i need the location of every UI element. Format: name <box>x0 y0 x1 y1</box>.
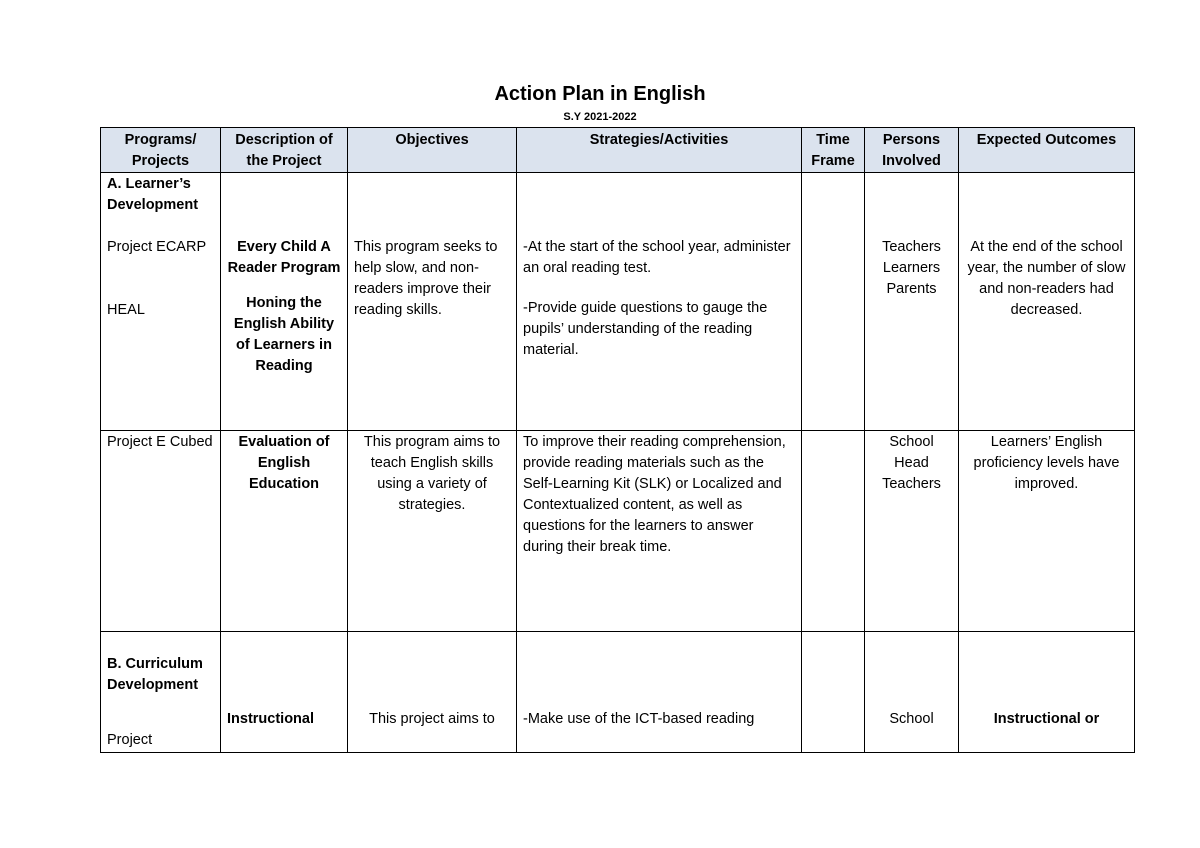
time-frame-cell <box>802 173 865 431</box>
program-name: Project ECARP <box>107 239 207 255</box>
programs-cell <box>101 632 221 753</box>
header-objectives: Objectives <box>348 128 517 173</box>
time-frame-cell <box>802 632 865 753</box>
description-cell: Evaluation of English Education <box>221 431 348 632</box>
objectives-text: This project aims to <box>369 711 495 727</box>
objectives-cell <box>348 632 517 753</box>
table-row <box>101 431 1135 632</box>
outcome-text: Instructional or <box>993 711 1100 727</box>
table-row <box>101 173 1135 431</box>
action-plan-table <box>100 127 1135 753</box>
description-text: Instructional <box>227 711 315 727</box>
outcomes-cell: Learners’ English proficiency levels have improved. <box>959 431 1135 632</box>
table-header-row <box>101 128 1135 173</box>
person-item: Teachers <box>882 476 941 492</box>
strategy-text: -At the start of the school year, administer an oral reading test. <box>523 239 791 276</box>
persons-cell <box>865 431 959 632</box>
description-cell <box>221 173 348 431</box>
header-programs: Programs/ Projects <box>101 128 221 173</box>
header-strategies: Strategies/Activities <box>517 128 802 173</box>
program-name: HEAL <box>107 302 145 318</box>
person-item: Parents <box>886 281 937 297</box>
person-item: Learners <box>882 260 941 276</box>
programs-cell: Project E Cubed <box>101 431 221 632</box>
person-item: Head <box>894 455 929 471</box>
strategies-cell <box>517 632 802 753</box>
page-subtitle: S.Y 2021-2022 <box>563 111 637 123</box>
page-title: Action Plan in English <box>494 83 706 105</box>
person-item: Teachers <box>882 239 941 255</box>
description-text: Honing the English Ability of Learners in Reading <box>233 295 335 374</box>
persons-cell <box>865 173 959 431</box>
description-cell <box>221 632 348 753</box>
strategies-cell: To improve their reading comprehension, provide reading materials such as the Self-Learning Kit (SLK) or Localized and Contextualized content, as well as questions for the learners to answer during their break time. <box>517 431 802 632</box>
person-item: School <box>889 711 934 727</box>
header-persons: Persons Involved <box>865 128 959 173</box>
header-outcomes: Expected Outcomes <box>959 128 1135 173</box>
strategies-cell <box>517 173 802 431</box>
outcomes-cell <box>959 173 1135 431</box>
strategy-text: -Provide guide questions to gauge the pupils’ understanding of the reading material. <box>523 300 768 358</box>
persons-cell <box>865 632 959 753</box>
header-description: Description of the Project <box>221 128 348 173</box>
table-row <box>101 632 1135 753</box>
header-time-frame: Time Frame <box>802 128 865 173</box>
description-text: Every Child A Reader Program <box>227 239 341 276</box>
programs-cell <box>101 173 221 431</box>
outcomes-cell <box>959 632 1135 753</box>
objectives-text: This program seeks to help slow, and non-readers improve their reading skills. <box>354 239 498 318</box>
objectives-cell: This program aims to teach English skills using a variety of strategies. <box>348 431 517 632</box>
objectives-cell <box>348 173 517 431</box>
program-name: Project <box>107 732 153 748</box>
time-frame-cell <box>802 431 865 632</box>
section-heading: A. Learner’s Development <box>107 176 199 213</box>
person-item: School <box>889 434 934 450</box>
section-heading: B. Curriculum Development <box>107 656 203 693</box>
outcome-text: At the end of the school year, the number of slow and non-readers had decreased. <box>967 239 1126 318</box>
strategy-text: -Make use of the ICT-based reading <box>523 711 755 727</box>
